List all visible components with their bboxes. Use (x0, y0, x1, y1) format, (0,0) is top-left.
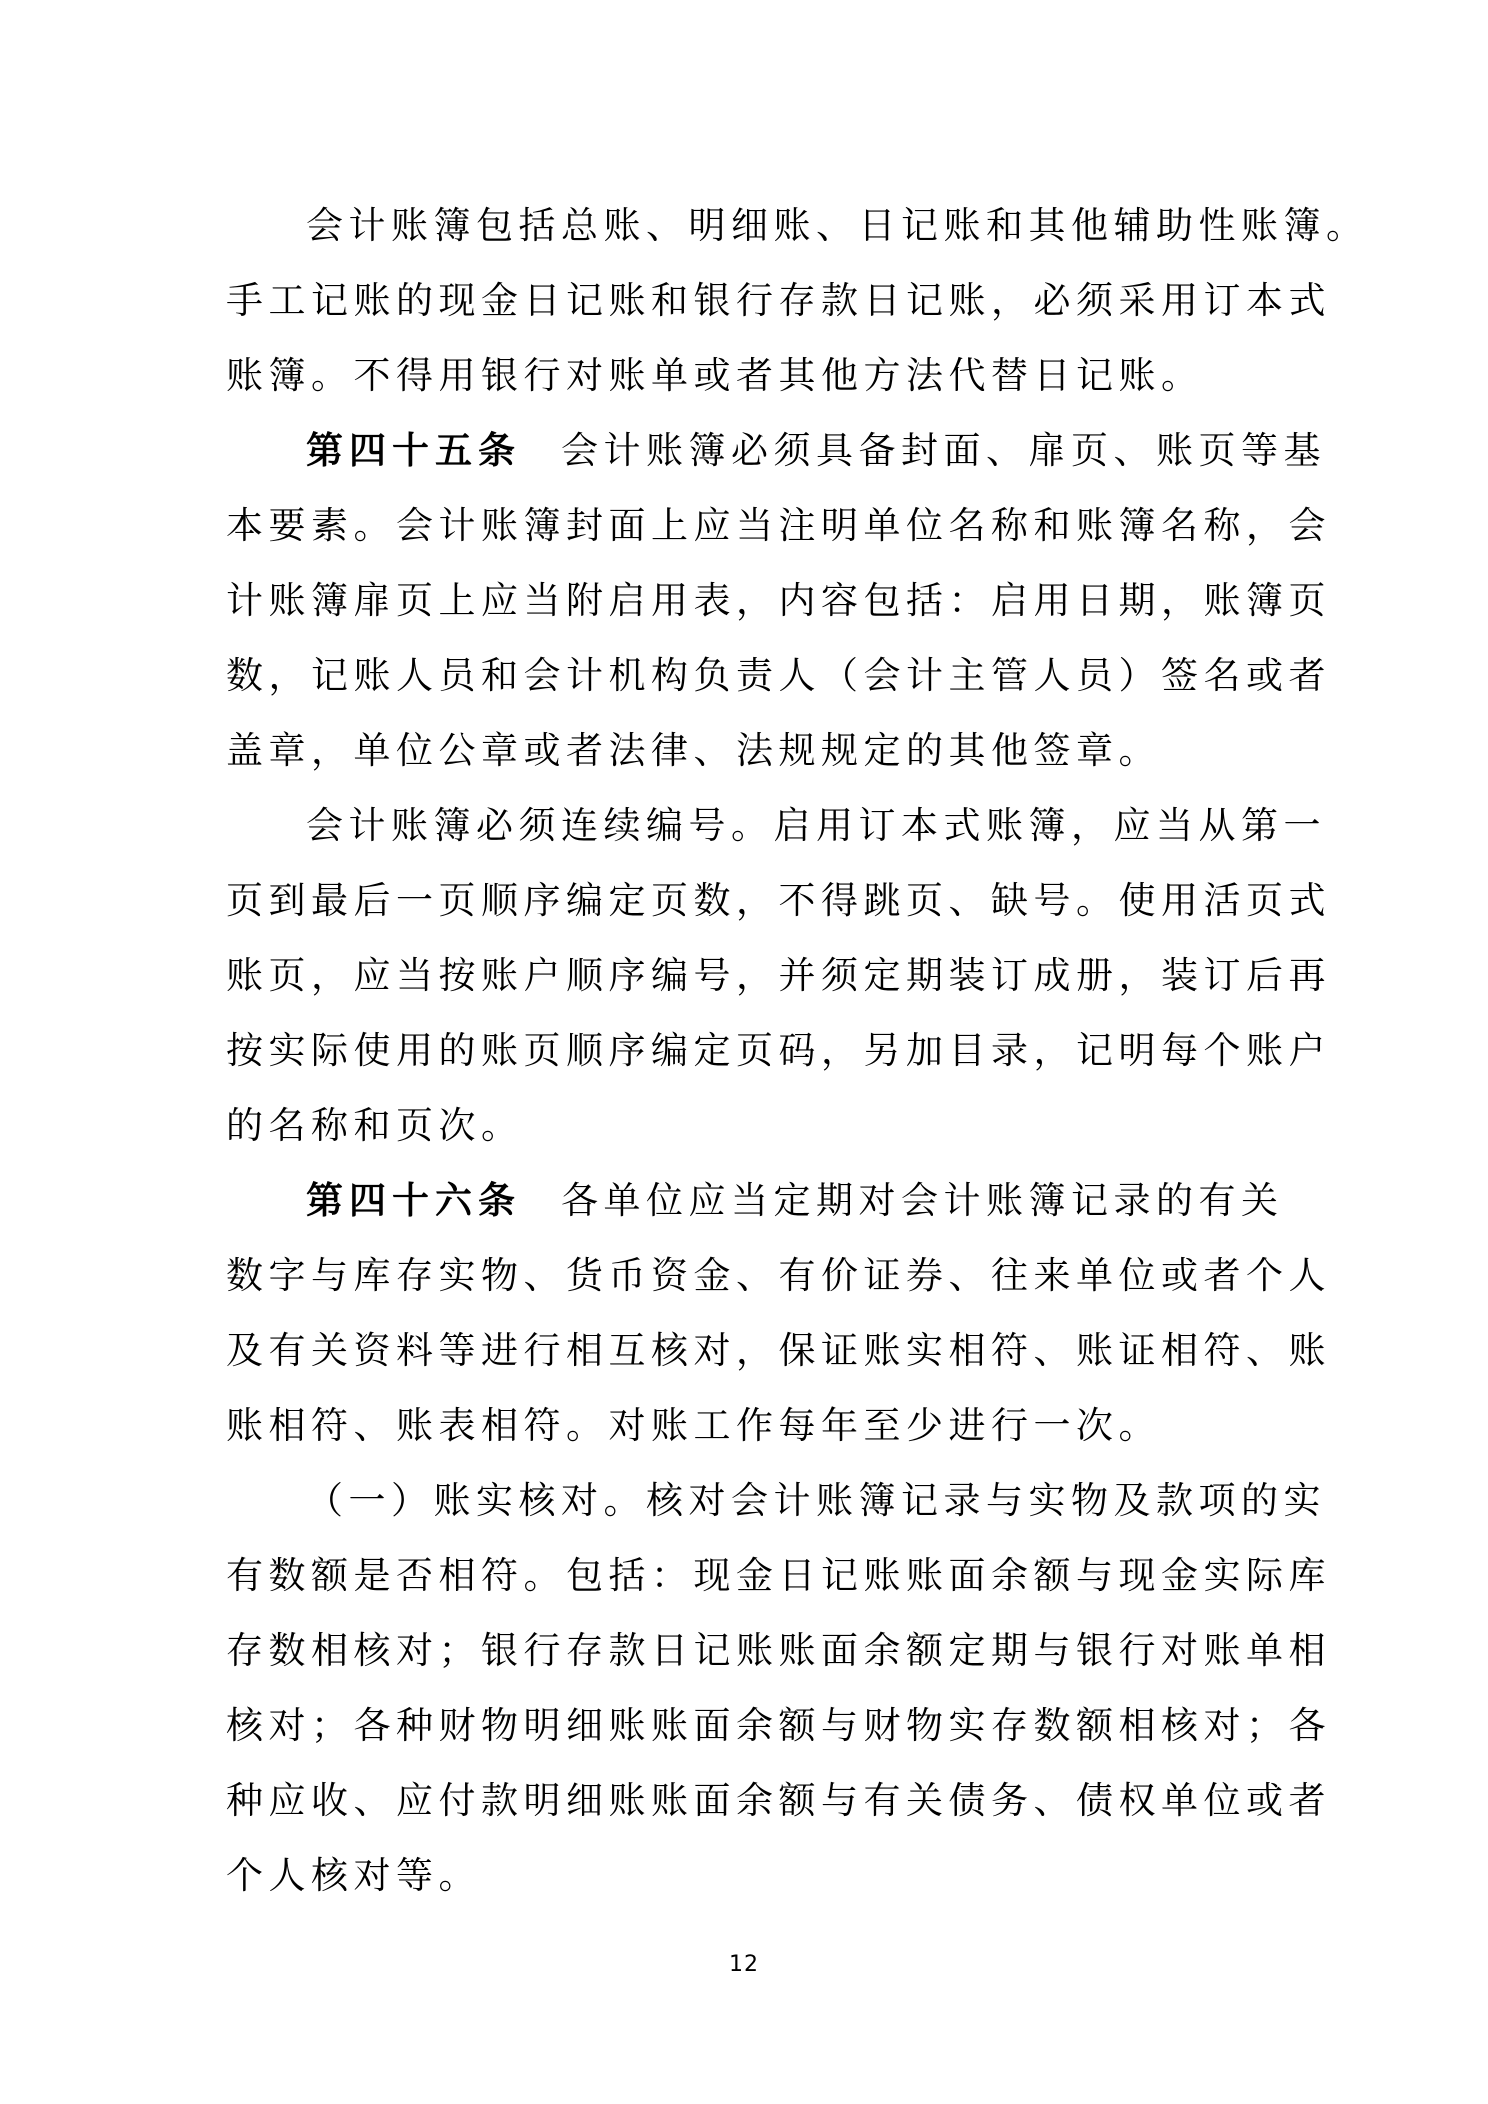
paragraph-line: 数字与库存实物、货币资金、有价证券、往来单位或者个人 (226, 1254, 1331, 1297)
paragraph-line: 账相符、账表相符。对账工作每年至少进行一次。 (226, 1404, 1161, 1447)
article-heading-line (306, 1163, 1284, 1238)
paragraph-line: 及有关资料等进行相互核对，保证账实相符、账证相符、账 (226, 1329, 1331, 1372)
paragraph-line: 账页，应当按账户顺序编号，并须定期装订成册，装订后再 (226, 954, 1331, 997)
article-heading-line (306, 413, 1326, 488)
paragraph-line: 盖章，单位公章或者法律、法规规定的其他签章。 (226, 729, 1161, 772)
article-number: 第四十六条 (306, 1179, 521, 1222)
article-number: 第四十五条 (306, 429, 521, 472)
paragraph-line: 本要素。会计账簿封面上应当注明单位名称和账簿名称，会 (226, 504, 1331, 547)
paragraph-line: 计账簿扉页上应当附启用表，内容包括：启用日期，账簿页 (226, 579, 1331, 622)
paragraph-line: 页到最后一页顺序编定页数，不得跳页、缺号。使用活页式 (226, 879, 1331, 922)
paragraph-line: 数，记账人员和会计机构负责人（会计主管人员）签名或者 (226, 654, 1331, 697)
page-number: 12 (729, 1952, 759, 1977)
paragraph-line: （一）账实核对。核对会计账簿记录与实物及款项的实 (306, 1479, 1326, 1522)
paragraph-line: 账簿。不得用银行对账单或者其他方法代替日记账。 (226, 354, 1204, 397)
paragraph-line: 存数相核对；银行存款日记账账面余额定期与银行对账单相 (226, 1629, 1331, 1672)
paragraph-line: 会计账簿包括总账、明细账、日记账和其他辅助性账簿。 (306, 204, 1369, 247)
article-text: 会计账簿必须具备封面、扉页、账页等基 (561, 429, 1326, 472)
paragraph-line: 核对；各种财物明细账账面余额与财物实存数额相核对；各 (226, 1704, 1331, 1747)
paragraph-line: 按实际使用的账页顺序编定页码，另加目录，记明每个账户 (226, 1029, 1331, 1072)
paragraph-line: 个人核对等。 (226, 1854, 481, 1897)
paragraph-line: 的名称和页次。 (226, 1104, 524, 1147)
paragraph-line: 手工记账的现金日记账和银行存款日记账，必须采用订本式 (226, 279, 1331, 322)
article-text: 各单位应当定期对会计账簿记录的有关 (561, 1179, 1284, 1222)
paragraph-line: 有数额是否相符。包括：现金日记账账面余额与现金实际库 (226, 1554, 1331, 1597)
paragraph-line: 会计账簿必须连续编号。启用订本式账簿，应当从第一 (306, 804, 1326, 847)
paragraph-line: 种应收、应付款明细账账面余额与有关债务、债权单位或者 (226, 1779, 1331, 1822)
